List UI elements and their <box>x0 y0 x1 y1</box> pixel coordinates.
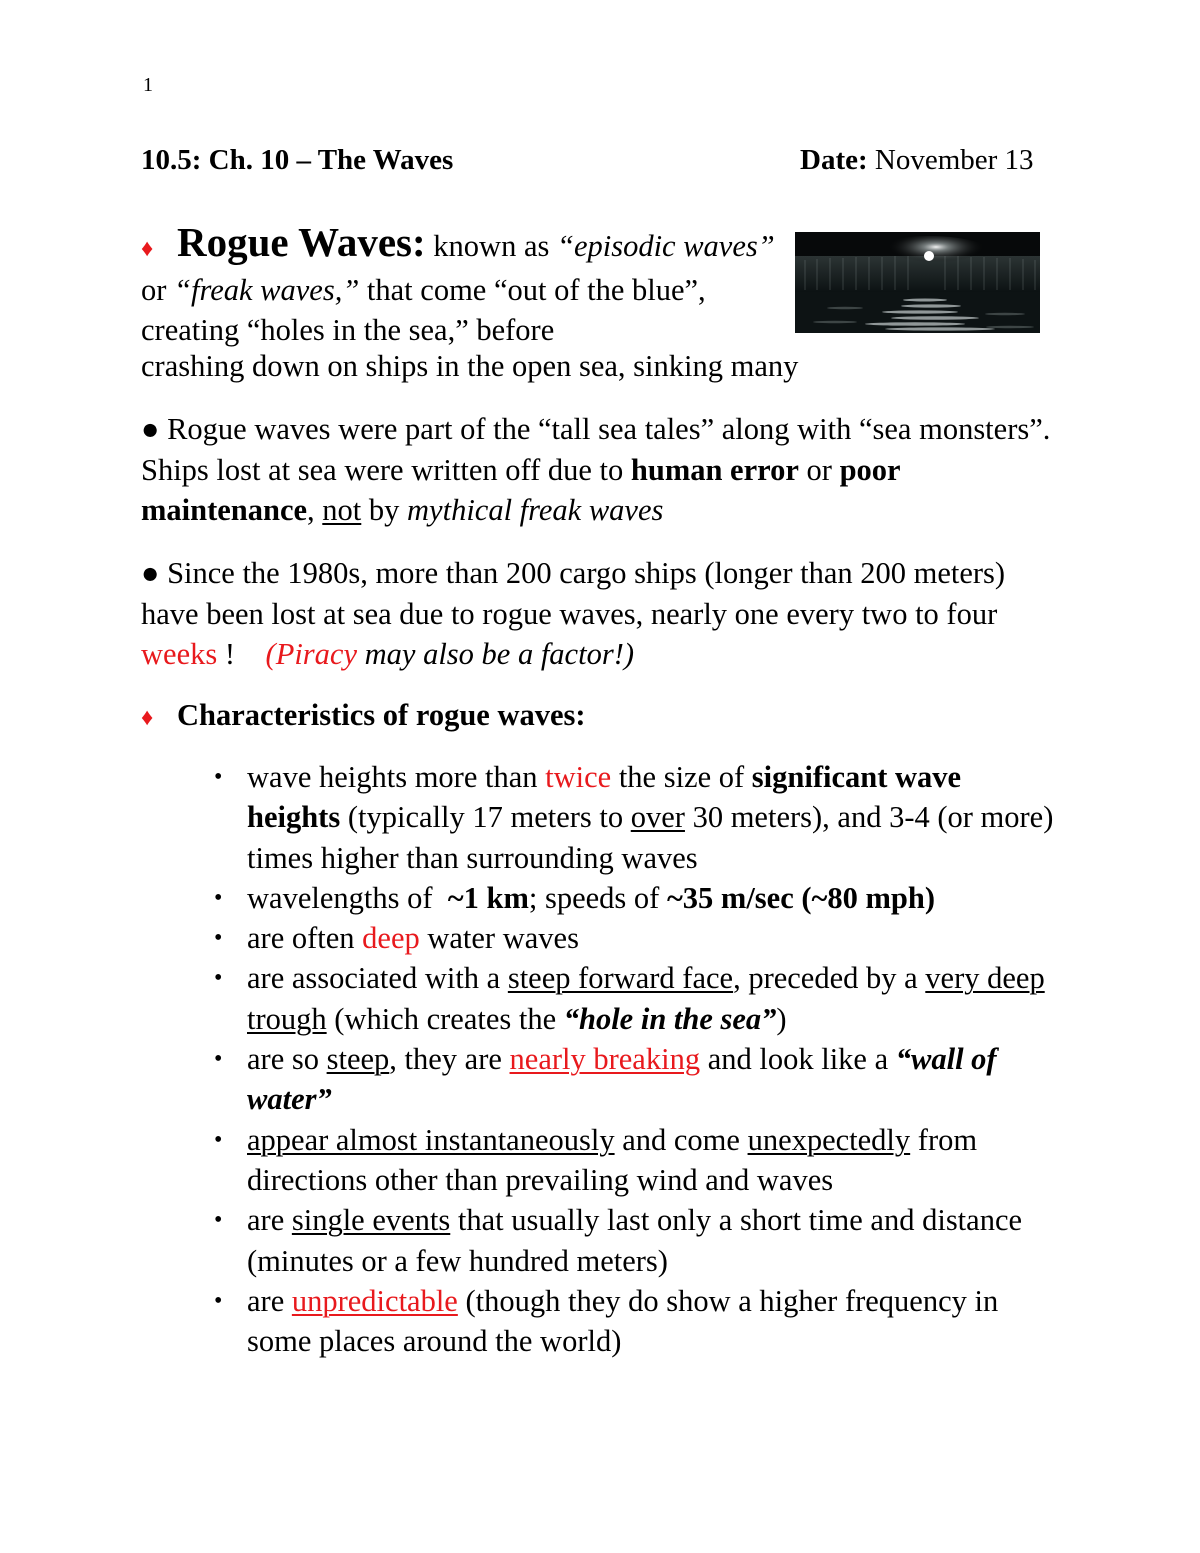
piracy-red: Piracy <box>275 637 358 671</box>
list-item <box>214 958 1054 1039</box>
list-item <box>214 1200 1054 1281</box>
significant-wave-heights-term: significant wave heights <box>247 760 962 835</box>
hole-in-the-sea-term: “hole in the sea” <box>563 1001 777 1036</box>
b3-t2: water waves <box>419 921 579 956</box>
bullet-dot-icon: • <box>214 1046 223 1073</box>
twice-red: twice <box>545 760 612 794</box>
piracy-note: may also be a factor!) <box>357 637 635 671</box>
definition-text-rest: that come “out of the blue”, creating “holes in the sea,” before <box>141 272 706 347</box>
section-title: 10.5: Ch. 10 – The Waves <box>141 144 454 176</box>
date-label: Date: <box>800 144 868 176</box>
nearly-breaking-red: nearly breaking <box>509 1042 701 1077</box>
b1-t1: wave heights more than <box>247 760 546 794</box>
b2-t2: ; speeds of <box>528 880 667 915</box>
unexpectedly-underlined: unexpectedly <box>747 1122 911 1157</box>
list-item <box>214 757 1054 878</box>
appear-instantaneously-underlined: appear almost instantaneously <box>247 1122 615 1157</box>
mythical-freak-waves-term: mythical freak waves <box>407 493 664 527</box>
bullet-dot-icon: • <box>214 1287 223 1314</box>
unpredictable-red: unpredictable <box>291 1283 458 1318</box>
b1-t3: (typically 17 meters to <box>340 800 631 835</box>
b5-t1: are so <box>247 1042 327 1077</box>
b6-t2: from directions other than prevailing wind and waves <box>247 1122 978 1197</box>
bullet-dot-icon: • <box>214 965 223 992</box>
list-item <box>214 1281 1054 1362</box>
date-value: November 13 <box>874 144 1034 176</box>
date-line <box>800 144 1034 177</box>
deep-red: deep <box>362 921 420 956</box>
para2-exclaim: ! <box>217 637 266 671</box>
para1-text: Rogue waves were part of the “tall sea tales” along with “sea monsters”. Ships lost at sea were written off due to <box>141 412 1051 487</box>
steep-underlined: steep <box>326 1042 390 1077</box>
b4-t3: (which creates the <box>326 1001 564 1036</box>
weeks-red: weeks <box>141 637 218 671</box>
definition-text-or: or <box>141 272 175 307</box>
cargo-ships-paragraph <box>141 553 1061 675</box>
human-error-term: human error <box>630 452 799 487</box>
characteristics-heading-text: Characteristics of rogue waves: <box>177 698 586 732</box>
rogue-waves-title: Rogue Waves: <box>177 219 426 265</box>
characteristics-heading <box>141 698 586 733</box>
red-diamond-icon: ♦ <box>141 236 154 262</box>
steep-forward-face-underlined: steep forward face <box>507 961 734 996</box>
bullet-dot-icon: • <box>214 925 223 952</box>
characteristics-list <box>214 757 1054 1361</box>
list-item <box>214 878 1054 918</box>
b7-t1: are <box>247 1203 292 1238</box>
b5-t2: , they are <box>389 1042 510 1077</box>
b4-t2: , preceded by a <box>733 961 926 996</box>
single-events-underlined: single events <box>291 1203 451 1238</box>
wall-of-water-term: “wall of water” <box>247 1042 997 1117</box>
bullet-dot-icon: • <box>214 1126 223 1153</box>
b7-t2: that usually last only a short time and distance (minutes or a few hundred meters) <box>247 1203 1023 1278</box>
list-item <box>214 918 1054 958</box>
para1-comma: , <box>307 493 323 527</box>
not-underlined: not <box>322 493 362 527</box>
b3-t1: are often <box>247 921 363 956</box>
b1-t4: 30 meters), and 3-4 (or more) times higher than surrounding waves <box>247 800 1054 875</box>
b4-t1: are associated with a <box>247 961 508 996</box>
poor-maintenance-term: poor maintenance <box>141 452 901 527</box>
rogue-waves-definition <box>141 219 781 351</box>
para2-text: Since the 1980s, more than 200 cargo ships (longer than 200 meters) have been lost at sea due to rogue waves, nearly one every two to four <box>141 556 1006 631</box>
definition-text: known as <box>425 229 557 263</box>
episodic-waves-term: “episodic waves” <box>556 229 775 263</box>
bullet-dot-icon: • <box>214 764 223 790</box>
bullet-dot-icon: • <box>214 884 223 911</box>
wavelength-value: ~1 km <box>447 880 529 915</box>
bullet-dot-icon: ● <box>141 412 168 446</box>
red-diamond-icon: ♦ <box>141 705 154 731</box>
b8-t2: (though they do show a higher frequency in some places around the world) <box>247 1283 999 1359</box>
page-number: 1 <box>143 74 153 96</box>
rogue-wave-photo <box>795 232 1040 333</box>
b5-t3: and look like a <box>700 1042 896 1077</box>
piracy-open-paren: ( <box>265 637 276 671</box>
tall-tales-paragraph <box>141 409 1061 531</box>
list-item <box>214 1120 1054 1201</box>
para1-or: or <box>798 452 840 487</box>
b2-t1: wavelengths of <box>247 880 448 915</box>
rogue-wave-photo-drawing <box>795 232 1040 333</box>
over-underlined: over <box>630 800 685 835</box>
bullet-dot-icon: ● <box>141 556 168 590</box>
b4-t4: ) <box>776 1001 787 1036</box>
list-item <box>214 1039 1054 1120</box>
b1-t2: the size of <box>611 760 752 794</box>
definition-tail: crashing down on ships in the open sea, sinking many <box>141 349 799 383</box>
very-deep-trough-underlined: very deep trough <box>247 961 1045 1036</box>
speed-value: ~35 m/sec (~80 mph) <box>666 880 936 915</box>
bullet-dot-icon: • <box>214 1207 223 1234</box>
b8-t1: are <box>247 1283 292 1318</box>
freak-waves-term: “freak waves,” <box>174 272 360 307</box>
b6-t1: and come <box>614 1122 748 1157</box>
para1-by: by <box>361 493 408 527</box>
